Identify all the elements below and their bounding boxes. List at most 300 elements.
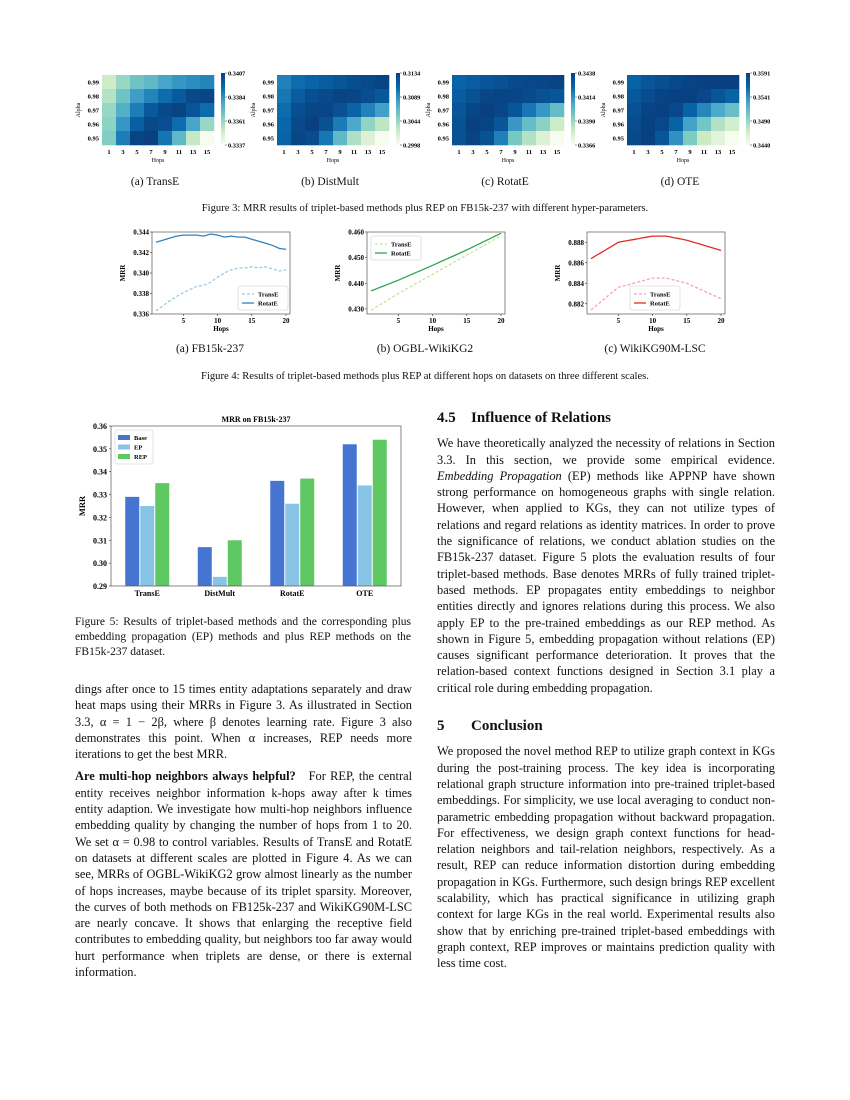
colorbar [396, 73, 400, 145]
heatmap-cell [144, 89, 158, 103]
svg-text:3: 3 [296, 149, 300, 156]
heatmap-cell [102, 89, 116, 103]
heatmap-cell [697, 117, 711, 131]
heatmap-cell [291, 75, 305, 89]
series-rotate [156, 234, 286, 249]
svg-text:0.2998: 0.2998 [403, 142, 421, 150]
heatmap-cell [102, 103, 116, 117]
svg-text:0.3089: 0.3089 [403, 94, 421, 102]
heatmap-cell [494, 103, 508, 117]
figure-4-caption: Figure 4: Results of triplet-based methods plus REP at different hops on datasets on three different scales. [201, 371, 649, 382]
heatmap-cell [669, 103, 683, 117]
heatmap-cell [480, 75, 494, 89]
svg-text:Alpha: Alpha [76, 102, 82, 118]
svg-text:0.3384: 0.3384 [228, 94, 246, 102]
heatmap-cell [508, 75, 522, 89]
svg-text:0.340: 0.340 [133, 269, 149, 278]
svg-text:0.3591: 0.3591 [753, 70, 771, 78]
figure-4 [0, 225, 850, 390]
heatmap-cell [725, 103, 739, 117]
heatmap-cell [655, 103, 669, 117]
heatmap-cell [522, 89, 536, 103]
svg-text:0.99: 0.99 [87, 79, 99, 87]
heatmap-cell [130, 103, 144, 117]
paragraph-heading-multi-hop: Are multi-hop neighbors always helpful? [75, 769, 296, 784]
heatmap-label-a: (a) TransE [130, 176, 180, 188]
svg-text:TransE: TransE [258, 291, 279, 299]
svg-text:RotatE: RotatE [258, 300, 278, 308]
bar-rep-transe [155, 483, 169, 586]
paragraph-conclusion: We proposed the novel method REP to utilize graph context in KGs during the post-training process. The key idea is incorporating relational graph structure information into pre-trained triplet-based embeddings. For simplicity, we use local averaging to conduct non-parametric embedding propagation without backward propagation. For effectiveness, we design graph context functions for head-relation neighbors and tail-relation neighbors, respectively. As a result, REP can reduce information distortion during embedding propagation in KGs. Furthermore, such design brings REP excellent scalability, which has practical significance in utilizing graph context for large KGs in the real world. Experimental results also show that by enriching pre-trained triplet-based embeddings with graph context, REP improves or maintains prediction quality with less time cost. [437, 744, 775, 971]
svg-text:20: 20 [717, 317, 725, 325]
svg-text:15: 15 [683, 317, 691, 325]
heatmap-cell [655, 117, 669, 131]
lineplot-2 [550, 228, 740, 343]
heatmap-cell [375, 131, 389, 145]
heatmap-cell [277, 117, 291, 131]
svg-text:0.888: 0.888 [568, 238, 584, 247]
heatmap-cell [144, 75, 158, 89]
heatmap-cell [669, 89, 683, 103]
svg-text:0.96: 0.96 [612, 121, 624, 129]
bar-ep-distmult [213, 577, 227, 586]
svg-text:0.450: 0.450 [348, 254, 364, 263]
heatmap-cell [536, 75, 550, 89]
heatmap-cell [550, 103, 564, 117]
heatmap-cell [186, 131, 200, 145]
heatmap-cell [508, 103, 522, 117]
heatmap-cell [480, 131, 494, 145]
svg-text:15: 15 [728, 149, 736, 156]
bar-base-ote [343, 444, 357, 586]
figure-3-caption: Figure 3: MRR results of triplet-based methods plus REP on FB15k-237 with different hyper-parameters. [201, 203, 649, 214]
svg-text:10: 10 [214, 317, 222, 325]
heatmap-cell [172, 89, 186, 103]
svg-text:Alpha: Alpha [251, 102, 257, 118]
svg-text:7: 7 [499, 149, 503, 156]
heatmap-cell [361, 131, 375, 145]
heatmap-cell [172, 103, 186, 117]
heatmap-cell [172, 117, 186, 131]
svg-text:MRR: MRR [554, 264, 562, 282]
heatmap-cell [536, 103, 550, 117]
heatmap-cell [116, 75, 130, 89]
heatmap-cell [102, 117, 116, 131]
heatmap-cell [452, 89, 466, 103]
heatmap-cell [725, 131, 739, 145]
svg-text:Hops: Hops [428, 325, 444, 333]
heatmap-cell [172, 75, 186, 89]
svg-text:RotatE: RotatE [280, 589, 305, 598]
heatmap-cell [683, 131, 697, 145]
heatmap-cell [305, 117, 319, 131]
svg-text:0.3134: 0.3134 [403, 70, 421, 78]
svg-text:0.3044: 0.3044 [403, 118, 421, 126]
svg-text:0.3440: 0.3440 [753, 142, 771, 150]
svg-text:Hops: Hops [326, 158, 340, 164]
svg-text:15: 15 [248, 317, 256, 325]
svg-text:5: 5 [135, 149, 139, 156]
bar-rep-distmult [228, 540, 242, 586]
heatmap-cell [347, 131, 361, 145]
heatmap-cell [466, 89, 480, 103]
heatmap-cell [641, 103, 655, 117]
colorbar [571, 73, 575, 145]
svg-text:5: 5 [181, 317, 186, 325]
bar-ep-ote [358, 485, 372, 586]
heatmap-cell [536, 89, 550, 103]
svg-text:0.98: 0.98 [437, 93, 449, 101]
svg-text:1: 1 [632, 149, 636, 156]
heatmap-cell [697, 75, 711, 89]
svg-text:OTE: OTE [356, 589, 374, 598]
lineplot-label-b: (b) OGBL-WikiKG2 [376, 343, 474, 355]
paragraph-heatmap-discussion: dings after once to 15 times entity adaptations separately and draw heat maps using their MRRs in Figure 3. As illustrated in Section 3.3, α = 1 − 2β, where β denotes learning rate. Figure 3 also demonstrates this point. When α increases, REP needs more iterations to get the best MRR. [75, 682, 412, 762]
paragraph-multi-hop-body: For REP, the central entity receives neighbor information k-hops away after k times entity adaption. We investigate how multi-hop neighbors influence embedding quality by changing the number of hops from 1 to 20. We set α = 0.98 to control variables. Results of TransE and RotatE on datasets at different scales are plotted in Figure 4. As we can see, MRRs of OGBL-WikiKG2 grow almost linearly as the number of hops increases, maybe because of its triplet sparsity. Moreover, the curves of both methods on FB125k-237 and WikiKG90M-LSC are nearly concave. It shows that enlarging the receptive field contributes to embedding quality, but neighbors too far away would hurt performance when triplets are dense, or there is external information. [75, 769, 413, 980]
svg-text:0.34: 0.34 [93, 467, 107, 477]
svg-text:0.99: 0.99 [262, 79, 274, 87]
bar-rep-ote [373, 440, 387, 586]
svg-text:0.97: 0.97 [87, 107, 99, 115]
svg-text:Base: Base [134, 435, 147, 442]
heatmap-cell [319, 103, 333, 117]
section-heading-5: 5 Conclusion [437, 718, 543, 735]
svg-text:0.3407: 0.3407 [228, 70, 246, 78]
svg-text:3: 3 [471, 149, 475, 156]
heatmap-cell [641, 89, 655, 103]
heatmap-cell [711, 131, 725, 145]
svg-text:9: 9 [688, 149, 692, 156]
svg-text:0.440: 0.440 [348, 279, 364, 288]
svg-text:0.95: 0.95 [87, 135, 99, 143]
heatmap-cell [669, 131, 683, 145]
svg-text:Hops: Hops [151, 158, 165, 164]
heatmap-cell [361, 75, 375, 89]
heatmap-cell [144, 117, 158, 131]
heatmap-cell [508, 117, 522, 131]
heatmap-cell [116, 131, 130, 145]
svg-text:0.29: 0.29 [93, 582, 107, 591]
svg-text:5: 5 [616, 317, 621, 325]
heatmap-cell [291, 89, 305, 103]
heatmap-cell [305, 131, 319, 145]
bar-ep-transe [140, 506, 154, 586]
svg-text:0.336: 0.336 [133, 310, 149, 319]
heatmap-cell [186, 103, 200, 117]
svg-text:0.3438: 0.3438 [578, 70, 596, 78]
heatmap-cell [536, 117, 550, 131]
colorbar [746, 73, 750, 145]
heatmap-cell [347, 117, 361, 131]
svg-text:MRR: MRR [119, 264, 127, 282]
svg-text:0.95: 0.95 [262, 135, 274, 143]
heatmap-cell [375, 117, 389, 131]
heatmap-cell [655, 131, 669, 145]
svg-text:0.98: 0.98 [262, 93, 274, 101]
svg-text:0.99: 0.99 [612, 79, 624, 87]
svg-text:Alpha: Alpha [426, 102, 432, 118]
heatmap-cell [361, 89, 375, 103]
svg-text:13: 13 [364, 149, 372, 156]
heatmap-cell [452, 103, 466, 117]
svg-text:0.31: 0.31 [93, 536, 107, 546]
svg-text:9: 9 [163, 149, 167, 156]
heatmap-cell [200, 117, 214, 131]
heatmap-cell [375, 103, 389, 117]
svg-text:TransE: TransE [391, 241, 412, 249]
heatmap-cell [697, 103, 711, 117]
heatmap-cell [291, 117, 305, 131]
heatmap-cell [130, 117, 144, 131]
bar-base-distmult [198, 547, 212, 586]
svg-text:10: 10 [649, 317, 657, 325]
heatmap-cell [277, 89, 291, 103]
heatmap-cell [186, 89, 200, 103]
heatmap-cell [361, 103, 375, 117]
svg-text:MRR on FB15k-237: MRR on FB15k-237 [221, 415, 291, 424]
heatmap-cell [711, 117, 725, 131]
heatmap-cell [186, 75, 200, 89]
heatmap-cell [333, 103, 347, 117]
heatmap-cell [158, 75, 172, 89]
heatmap-cell [200, 75, 214, 89]
heatmap-cell [711, 103, 725, 117]
svg-text:0.32: 0.32 [93, 513, 107, 523]
svg-text:0.97: 0.97 [262, 107, 274, 115]
heatmap-cell [466, 103, 480, 117]
heatmap-cell [200, 131, 214, 145]
heatmap-cell [158, 117, 172, 131]
svg-text:11: 11 [525, 149, 533, 156]
svg-text:0.99: 0.99 [437, 79, 449, 87]
svg-text:13: 13 [189, 149, 197, 156]
svg-text:TransE: TransE [650, 291, 671, 299]
heatmap-cell [655, 75, 669, 89]
heatmap-cell [466, 131, 480, 145]
heatmap-cell [627, 117, 641, 131]
heatmap-cell [627, 103, 641, 117]
svg-text:20: 20 [282, 317, 290, 325]
svg-text:0.3541: 0.3541 [753, 94, 771, 102]
heatmap-cell [550, 131, 564, 145]
svg-text:9: 9 [513, 149, 517, 156]
lineplot-label-a: (a) FB15k-237 [175, 343, 245, 355]
svg-text:9: 9 [338, 149, 342, 156]
heatmap-cell [508, 89, 522, 103]
heatmap-cell [130, 89, 144, 103]
lineplot-label-c: (c) WikiKG90M-LSC [604, 343, 706, 355]
svg-text:0.33: 0.33 [93, 490, 107, 500]
heatmap-cell [200, 89, 214, 103]
svg-text:13: 13 [714, 149, 722, 156]
series-rotate [591, 236, 721, 259]
heatmap-cell [116, 117, 130, 131]
heatmap-cell [627, 89, 641, 103]
heatmap-cell [725, 117, 739, 131]
heatmap-cell [683, 89, 697, 103]
heatmap-label-b: (b) DistMult [301, 176, 359, 188]
heatmap-cell [102, 131, 116, 145]
bar-chart [75, 410, 410, 600]
svg-text:10: 10 [429, 317, 437, 325]
heatmap-cell [277, 103, 291, 117]
heatmap-cell [375, 89, 389, 103]
left-column [75, 681, 412, 980]
heatmap-cell [305, 89, 319, 103]
paragraph-influence-relations: We have theoretically analyzed the necessity of relations in Section 3.3. In this section, we provide some empirical evidence. Embedding Propagation (EP) methods like APPNP have shown strong performance on homogeneous graphs with single relation. However, when applied to KGs, they can not utilize types of relations and regard relations as identity matrices. In order to prove the significance of relations, we conduct ablation studies on the FB15k-237 dataset. Figure 5 plots the evaluation results of four triplet-based methods. Base denotes MRRs of fully trained triplet-based methods. EP propagates entity embeddings to neighbor entities directly and ignores relations during this process. We also apply EP to the pre-trained embeddings as our REP method. As shown in Figure 5, embedding propagation without relations (EP) causes significant performance deterioration. It proves that the relation-based context functions designed in Section 3.1 play a critical role during embedding propagation. [437, 436, 775, 695]
svg-text:0.36: 0.36 [93, 422, 107, 431]
heatmap-cell [158, 131, 172, 145]
svg-text:0.3366: 0.3366 [578, 142, 596, 150]
heatmap-cell [711, 75, 725, 89]
svg-text:7: 7 [149, 149, 153, 156]
heatmap-cell [522, 117, 536, 131]
heatmap-cell [375, 75, 389, 89]
heatmap-cell [452, 75, 466, 89]
heatmap-cell [480, 103, 494, 117]
heatmap-cell [347, 75, 361, 89]
heatmap-cell [522, 103, 536, 117]
heatmap-cell [452, 131, 466, 145]
svg-text:0.3337: 0.3337 [228, 142, 246, 150]
svg-text:0.96: 0.96 [262, 121, 274, 129]
heatmap-cell [711, 89, 725, 103]
svg-text:11: 11 [350, 149, 358, 156]
heatmap-cell [333, 131, 347, 145]
svg-text:REP: REP [134, 454, 147, 461]
svg-text:0.884: 0.884 [568, 279, 584, 288]
svg-text:0.3361: 0.3361 [228, 118, 246, 126]
heatmap-label-c: (c) RotatE [481, 176, 529, 188]
svg-text:MRR: MRR [334, 264, 342, 282]
heatmap-cell [669, 117, 683, 131]
heatmap-cell [466, 117, 480, 131]
heatmap-cell [494, 131, 508, 145]
svg-text:RotatE: RotatE [650, 300, 670, 308]
heatmap-cell [683, 75, 697, 89]
svg-text:1: 1 [107, 149, 111, 156]
svg-text:DistMult: DistMult [204, 589, 236, 598]
heatmap-cell [319, 89, 333, 103]
heatmap-cell [347, 89, 361, 103]
heatmap-0 [72, 70, 247, 180]
heatmap-cell [333, 89, 347, 103]
svg-text:20: 20 [497, 317, 505, 325]
figure-5-caption: Figure 5: Results of triplet-based methods and the corresponding plus embedding propagation (EP) methods and plus REP methods on the FB15k-237 dataset. [75, 616, 411, 658]
svg-text:0.3490: 0.3490 [753, 118, 771, 126]
heatmap-cell [319, 131, 333, 145]
heatmap-cell [158, 103, 172, 117]
heatmap-cell [697, 89, 711, 103]
heatmap-cell [480, 89, 494, 103]
heatmap-cell [116, 103, 130, 117]
bar-base-transe [125, 497, 139, 586]
heatmap-cell [466, 75, 480, 89]
heatmap-cell [522, 131, 536, 145]
heatmap-cell [347, 103, 361, 117]
bar-rep-rotate [300, 479, 314, 586]
heatmap-cell [158, 89, 172, 103]
heatmap-1 [247, 70, 422, 180]
svg-text:3: 3 [646, 149, 650, 156]
svg-text:3: 3 [121, 149, 125, 156]
bar-base-rotate [270, 481, 284, 586]
svg-text:5: 5 [660, 149, 664, 156]
svg-text:13: 13 [539, 149, 547, 156]
heatmap-cell [172, 131, 186, 145]
heatmap-cell [333, 117, 347, 131]
svg-text:5: 5 [310, 149, 314, 156]
heatmap-cell [319, 117, 333, 131]
svg-text:0.97: 0.97 [437, 107, 449, 115]
svg-text:RotatE: RotatE [391, 250, 411, 258]
svg-text:0.95: 0.95 [437, 135, 449, 143]
bar-ep-rotate [285, 504, 299, 586]
heatmap-cell [494, 89, 508, 103]
svg-text:0.3390: 0.3390 [578, 118, 596, 126]
svg-text:0.344: 0.344 [133, 228, 149, 237]
lineplot-0 [115, 228, 305, 343]
svg-text:15: 15 [553, 149, 561, 156]
heatmap-cell [494, 117, 508, 131]
heatmap-cell [655, 89, 669, 103]
svg-text:0.30: 0.30 [93, 559, 107, 569]
svg-text:5: 5 [485, 149, 489, 156]
svg-text:0.882: 0.882 [568, 300, 584, 309]
svg-text:7: 7 [674, 149, 678, 156]
svg-text:0.35: 0.35 [93, 444, 107, 454]
svg-text:0.98: 0.98 [87, 93, 99, 101]
svg-text:15: 15 [378, 149, 386, 156]
heatmap-label-d: (d) OTE [660, 176, 700, 188]
heatmap-cell [144, 103, 158, 117]
svg-text:TransE: TransE [134, 589, 160, 598]
heatmap-cell [361, 117, 375, 131]
heatmap-cell [144, 131, 158, 145]
svg-text:0.98: 0.98 [612, 93, 624, 101]
heatmap-cell [102, 75, 116, 89]
svg-text:EP: EP [134, 444, 143, 452]
svg-text:0.430: 0.430 [348, 305, 364, 314]
svg-text:11: 11 [700, 149, 708, 156]
heatmap-cell [130, 75, 144, 89]
svg-text:0.96: 0.96 [437, 121, 449, 129]
heatmap-cell [291, 131, 305, 145]
heatmap-cell [200, 103, 214, 117]
heatmap-cell [725, 75, 739, 89]
svg-text:Hops: Hops [648, 325, 664, 333]
heatmap-cell [305, 75, 319, 89]
heatmap-cell [333, 75, 347, 89]
heatmap-cell [277, 131, 291, 145]
heatmap-cell [291, 103, 305, 117]
svg-text:0.460: 0.460 [348, 228, 364, 237]
heatmap-cell [130, 131, 144, 145]
section-heading-4-5: 4.5 Influence of Relations [437, 410, 611, 426]
svg-text:Hops: Hops [213, 325, 229, 333]
paragraph-multi-hop [75, 768, 412, 980]
heatmap-cell [627, 131, 641, 145]
svg-text:1: 1 [282, 149, 286, 156]
heatmap-cell [641, 75, 655, 89]
svg-text:15: 15 [203, 149, 211, 156]
heatmap-3 [597, 70, 772, 180]
heatmap-cell [550, 89, 564, 103]
heatmap-cell [550, 75, 564, 89]
heatmap-cell [452, 117, 466, 131]
heatmap-cell [669, 75, 683, 89]
heatmap-cell [305, 103, 319, 117]
